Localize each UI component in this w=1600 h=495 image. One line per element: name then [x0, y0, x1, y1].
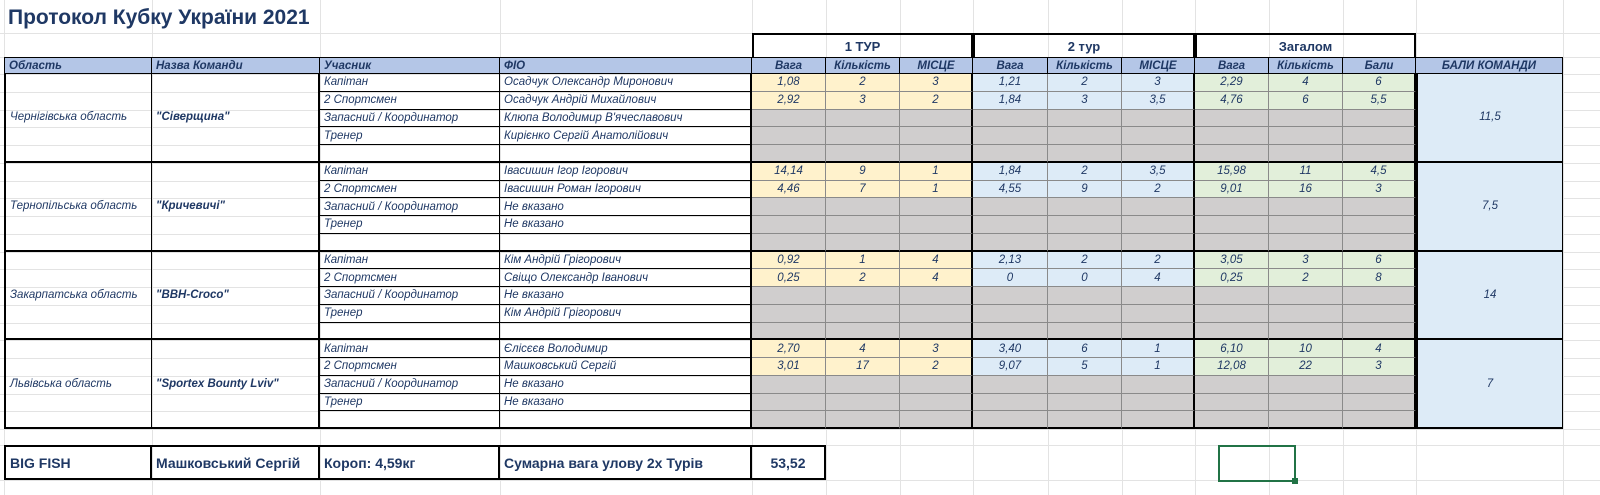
participant-name-cell	[500, 234, 752, 252]
empty-score-cell	[1122, 411, 1195, 429]
empty-score-cell	[973, 145, 1048, 163]
column-header: Кількість	[826, 57, 900, 74]
empty-score-cell	[973, 411, 1048, 429]
score-cell: 9,01	[1195, 181, 1269, 199]
participant-name-cell: Івасишин Роман Ігорович	[500, 181, 752, 199]
round1-header: 1 ТУР	[752, 33, 973, 57]
score-cell: 3	[1122, 74, 1195, 92]
empty-score-cell	[900, 376, 973, 394]
empty-score-cell	[826, 110, 900, 128]
empty-score-cell	[900, 411, 973, 429]
participant-name-cell: Не вказано	[500, 376, 752, 394]
score-cell: 4,5	[1343, 163, 1416, 181]
column-header: МІСЦЕ	[900, 57, 973, 74]
score-cell: 1	[900, 181, 973, 199]
empty-score-cell	[1195, 127, 1269, 145]
empty-score-cell	[1195, 110, 1269, 128]
empty-score-cell	[1343, 411, 1416, 429]
empty-score-cell	[826, 287, 900, 305]
empty-score-cell	[973, 394, 1048, 412]
empty-score-cell	[826, 127, 900, 145]
total-header: Загалом	[1195, 33, 1416, 57]
participant-role-cell	[320, 234, 500, 252]
empty-score-cell	[1269, 216, 1343, 234]
team-name-cell: "Сіверщина"	[152, 74, 320, 163]
participant-role-cell: Тренер	[320, 305, 500, 323]
score-cell: 0,92	[752, 252, 826, 270]
empty-score-cell	[1343, 323, 1416, 341]
participant-name-cell: Кім Андрій Грігорович	[500, 252, 752, 270]
region-cell: Львівська область	[4, 340, 152, 429]
column-header: ФІО	[500, 57, 752, 74]
empty-score-cell	[826, 305, 900, 323]
score-cell: 3	[900, 340, 973, 358]
empty-score-cell	[973, 127, 1048, 145]
participant-role-cell: Запасний / Координатор	[320, 198, 500, 216]
total-catch-label: Сумарна вага улову 2х Турів	[500, 445, 752, 480]
score-cell: 17	[826, 358, 900, 376]
participant-role-cell: Тренер	[320, 127, 500, 145]
score-cell: 0	[1048, 269, 1122, 287]
score-cell: 2	[826, 269, 900, 287]
region-cell: Чернігівська область	[4, 74, 152, 163]
score-cell: 4	[1269, 74, 1343, 92]
empty-score-cell	[1048, 234, 1122, 252]
empty-score-cell	[1269, 145, 1343, 163]
score-cell: 2	[1122, 252, 1195, 270]
selected-cell[interactable]	[1218, 445, 1296, 482]
empty-score-cell	[1343, 287, 1416, 305]
participant-name-cell: Кирієнко Сергій Анатолійович	[500, 127, 752, 145]
empty-score-cell	[973, 110, 1048, 128]
empty-score-cell	[1269, 234, 1343, 252]
empty-score-cell	[826, 198, 900, 216]
participant-name-cell	[500, 411, 752, 429]
empty-score-cell	[1269, 323, 1343, 341]
empty-score-cell	[973, 376, 1048, 394]
empty-score-cell	[1048, 198, 1122, 216]
empty-score-cell	[973, 216, 1048, 234]
score-cell: 1,08	[752, 74, 826, 92]
score-cell: 0	[973, 269, 1048, 287]
empty-score-cell	[752, 411, 826, 429]
empty-score-cell	[1343, 216, 1416, 234]
empty-score-cell	[826, 411, 900, 429]
column-header: Назва Команди	[152, 57, 320, 74]
empty-score-cell	[752, 394, 826, 412]
score-cell: 22	[1269, 358, 1343, 376]
empty-score-cell	[1195, 216, 1269, 234]
region-cell: Закарпатська область	[4, 252, 152, 341]
score-cell: 2	[1048, 74, 1122, 92]
score-cell: 3	[1343, 181, 1416, 199]
empty-score-cell	[973, 234, 1048, 252]
participant-name-cell: Івасишин Ігор Ігорович	[500, 163, 752, 181]
empty-score-cell	[752, 127, 826, 145]
empty-score-cell	[973, 305, 1048, 323]
empty-score-cell	[900, 216, 973, 234]
score-cell: 1	[1122, 358, 1195, 376]
score-cell: 2	[1048, 163, 1122, 181]
empty-score-cell	[1048, 216, 1122, 234]
participant-name-cell	[500, 145, 752, 163]
empty-score-cell	[1048, 394, 1122, 412]
empty-score-cell	[1195, 198, 1269, 216]
empty-score-cell	[1048, 411, 1122, 429]
participant-role-cell: Капітан	[320, 252, 500, 270]
empty-score-cell	[1195, 305, 1269, 323]
score-cell: 11	[1269, 163, 1343, 181]
empty-score-cell	[752, 376, 826, 394]
empty-score-cell	[900, 234, 973, 252]
participant-role-cell: 2 Спортсмен	[320, 92, 500, 110]
score-cell: 2	[1269, 269, 1343, 287]
empty-score-cell	[1343, 234, 1416, 252]
score-cell: 4,76	[1195, 92, 1269, 110]
empty-score-cell	[1122, 110, 1195, 128]
empty-score-cell	[973, 198, 1048, 216]
participant-role-cell: Тренер	[320, 394, 500, 412]
score-cell: 9	[1048, 181, 1122, 199]
empty-score-cell	[900, 287, 973, 305]
empty-score-cell	[1343, 305, 1416, 323]
big-fish-label: BIG FISH	[4, 445, 152, 480]
score-cell: 2	[1122, 181, 1195, 199]
score-cell: 4	[1122, 269, 1195, 287]
participant-role-cell: Запасний / Координатор	[320, 110, 500, 128]
score-cell: 10	[1269, 340, 1343, 358]
participant-role-cell: Тренер	[320, 216, 500, 234]
participant-name-cell: Не вказано	[500, 394, 752, 412]
empty-score-cell	[900, 394, 973, 412]
empty-score-cell	[900, 323, 973, 341]
score-cell: 9	[826, 163, 900, 181]
participant-role-cell: Капітан	[320, 163, 500, 181]
score-cell: 5,5	[1343, 92, 1416, 110]
empty-score-cell	[973, 287, 1048, 305]
participant-role-cell: Запасний / Координатор	[320, 376, 500, 394]
participant-name-cell: Свіщо Олександр Іванович	[500, 269, 752, 287]
score-cell: 3	[826, 92, 900, 110]
empty-score-cell	[1048, 145, 1122, 163]
score-cell: 3,5	[1122, 92, 1195, 110]
team-name-cell: "Sportex Bounty Lviv"	[152, 340, 320, 429]
score-cell: 6	[1048, 340, 1122, 358]
score-cell: 3,40	[973, 340, 1048, 358]
score-cell: 1,84	[973, 163, 1048, 181]
empty-score-cell	[1195, 287, 1269, 305]
team-points-cell: 7	[1416, 340, 1563, 429]
empty-score-cell	[752, 145, 826, 163]
empty-score-cell	[1122, 323, 1195, 341]
score-cell: 4	[826, 340, 900, 358]
empty-score-cell	[1343, 376, 1416, 394]
empty-score-cell	[1195, 323, 1269, 341]
empty-score-cell	[973, 323, 1048, 341]
empty-score-cell	[1195, 394, 1269, 412]
score-cell: 3,01	[752, 358, 826, 376]
empty-score-cell	[752, 323, 826, 341]
team-name-cell: "Кричевичі"	[152, 163, 320, 252]
participant-role-cell: Капітан	[320, 340, 500, 358]
total-catch-value: 53,52	[752, 445, 826, 480]
empty-score-cell	[1048, 110, 1122, 128]
participant-name-cell: Не вказано	[500, 198, 752, 216]
empty-score-cell	[752, 216, 826, 234]
participant-role-cell: Запасний / Координатор	[320, 287, 500, 305]
score-cell: 6,10	[1195, 340, 1269, 358]
empty-score-cell	[1269, 411, 1343, 429]
participant-name-cell	[500, 323, 752, 341]
team-name-cell: "BBH-Croco"	[152, 252, 320, 341]
participant-role-cell: 2 Спортсмен	[320, 358, 500, 376]
empty-score-cell	[900, 145, 973, 163]
score-cell: 1	[826, 252, 900, 270]
score-cell: 3	[1048, 92, 1122, 110]
empty-score-cell	[1269, 376, 1343, 394]
score-cell: 12,08	[1195, 358, 1269, 376]
score-cell: 2	[900, 92, 973, 110]
empty-score-cell	[900, 305, 973, 323]
fill-handle[interactable]	[1292, 478, 1298, 484]
participant-name-cell: Єлісєєв Володимир	[500, 340, 752, 358]
score-cell: 6	[1269, 92, 1343, 110]
score-cell: 1,21	[973, 74, 1048, 92]
score-cell: 1	[1122, 340, 1195, 358]
score-cell: 2,13	[973, 252, 1048, 270]
gridline	[0, 480, 1600, 481]
empty-score-cell	[826, 234, 900, 252]
empty-score-cell	[1343, 394, 1416, 412]
column-header: БАЛИ КОМАНДИ	[1416, 57, 1563, 74]
participant-role-cell: 2 Спортсмен	[320, 181, 500, 199]
empty-score-cell	[1122, 234, 1195, 252]
participant-name-cell: Не вказано	[500, 287, 752, 305]
score-cell: 16	[1269, 181, 1343, 199]
score-cell: 3,5	[1122, 163, 1195, 181]
empty-score-cell	[1122, 376, 1195, 394]
empty-score-cell	[1048, 305, 1122, 323]
empty-score-cell	[752, 287, 826, 305]
empty-score-cell	[1269, 127, 1343, 145]
empty-score-cell	[752, 198, 826, 216]
empty-score-cell	[1122, 287, 1195, 305]
score-cell: 1	[900, 163, 973, 181]
empty-score-cell	[1048, 287, 1122, 305]
column-header: Учасник	[320, 57, 500, 74]
column-header: МІСЦЕ	[1122, 57, 1195, 74]
empty-score-cell	[1343, 198, 1416, 216]
score-cell: 4,46	[752, 181, 826, 199]
participant-name-cell: Клюпа Володимир В'ячеславович	[500, 110, 752, 128]
score-cell: 7	[826, 181, 900, 199]
score-cell: 3	[1343, 358, 1416, 376]
participant-name-cell: Машковський Сергій	[500, 358, 752, 376]
empty-score-cell	[1269, 394, 1343, 412]
score-cell: 4,55	[973, 181, 1048, 199]
empty-score-cell	[1122, 216, 1195, 234]
column-header: Кількість	[1269, 57, 1343, 74]
column-header: Область	[4, 57, 152, 74]
empty-score-cell	[826, 394, 900, 412]
empty-score-cell	[900, 110, 973, 128]
score-cell: 2,70	[752, 340, 826, 358]
empty-score-cell	[1195, 376, 1269, 394]
score-cell: 6	[1343, 252, 1416, 270]
column-header: Вага	[1195, 57, 1269, 74]
empty-score-cell	[826, 145, 900, 163]
score-cell: 2	[900, 358, 973, 376]
big-fish-winner: Машковський Сергій	[152, 445, 320, 480]
score-cell: 4	[1343, 340, 1416, 358]
empty-score-cell	[1048, 376, 1122, 394]
score-cell: 6	[1343, 74, 1416, 92]
empty-score-cell	[826, 376, 900, 394]
empty-score-cell	[900, 198, 973, 216]
empty-score-cell	[826, 323, 900, 341]
participant-role-cell	[320, 323, 500, 341]
score-cell: 2,92	[752, 92, 826, 110]
empty-score-cell	[752, 234, 826, 252]
column-header: Вага	[752, 57, 826, 74]
empty-score-cell	[900, 127, 973, 145]
participant-name-cell: Осадчук Олександр Миронович	[500, 74, 752, 92]
score-cell: 14,14	[752, 163, 826, 181]
score-cell: 2,29	[1195, 74, 1269, 92]
score-cell: 2	[826, 74, 900, 92]
participant-role-cell	[320, 145, 500, 163]
participant-name-cell: Кім Андрій Грігорович	[500, 305, 752, 323]
team-points-cell: 11,5	[1416, 74, 1563, 163]
score-cell: 4	[900, 252, 973, 270]
empty-score-cell	[1195, 145, 1269, 163]
empty-score-cell	[1343, 127, 1416, 145]
score-cell: 1,84	[973, 92, 1048, 110]
big-fish-weight: Короп: 4,59кг	[320, 445, 500, 480]
score-cell: 3	[1269, 252, 1343, 270]
round2-header: 2 тур	[973, 33, 1195, 57]
score-cell: 3	[900, 74, 973, 92]
team-points-cell: 7,5	[1416, 163, 1563, 252]
empty-score-cell	[752, 110, 826, 128]
empty-score-cell	[826, 216, 900, 234]
empty-score-cell	[1122, 394, 1195, 412]
score-cell: 9,07	[973, 358, 1048, 376]
empty-score-cell	[1195, 234, 1269, 252]
score-cell: 0,25	[752, 269, 826, 287]
empty-score-cell	[1122, 127, 1195, 145]
participant-role-cell: 2 Спортсмен	[320, 269, 500, 287]
empty-score-cell	[1048, 323, 1122, 341]
empty-score-cell	[1343, 110, 1416, 128]
team-points-cell: 14	[1416, 252, 1563, 341]
sheet-title: Протокол Кубку України 2021	[8, 6, 310, 29]
score-cell: 3,05	[1195, 252, 1269, 270]
empty-score-cell	[752, 305, 826, 323]
column-header: Кількість	[1048, 57, 1122, 74]
participant-name-cell: Осадчук Андрій Михайлович	[500, 92, 752, 110]
score-cell: 2	[1048, 252, 1122, 270]
empty-score-cell	[1122, 198, 1195, 216]
empty-score-cell	[1269, 305, 1343, 323]
empty-score-cell	[1195, 411, 1269, 429]
empty-score-cell	[1048, 127, 1122, 145]
participant-role-cell: Капітан	[320, 74, 500, 92]
score-cell: 4	[900, 269, 973, 287]
empty-score-cell	[1269, 198, 1343, 216]
column-header: Вага	[973, 57, 1048, 74]
empty-score-cell	[1269, 287, 1343, 305]
participant-name-cell: Не вказано	[500, 216, 752, 234]
region-cell: Тернопільська область	[4, 163, 152, 252]
score-cell: 8	[1343, 269, 1416, 287]
empty-score-cell	[1269, 110, 1343, 128]
column-header: Бали	[1343, 57, 1416, 74]
empty-score-cell	[1122, 145, 1195, 163]
empty-score-cell	[1122, 305, 1195, 323]
gridline	[0, 429, 1600, 430]
score-cell: 0,25	[1195, 269, 1269, 287]
score-cell: 5	[1048, 358, 1122, 376]
score-cell: 15,98	[1195, 163, 1269, 181]
participant-role-cell	[320, 411, 500, 429]
empty-score-cell	[1343, 145, 1416, 163]
